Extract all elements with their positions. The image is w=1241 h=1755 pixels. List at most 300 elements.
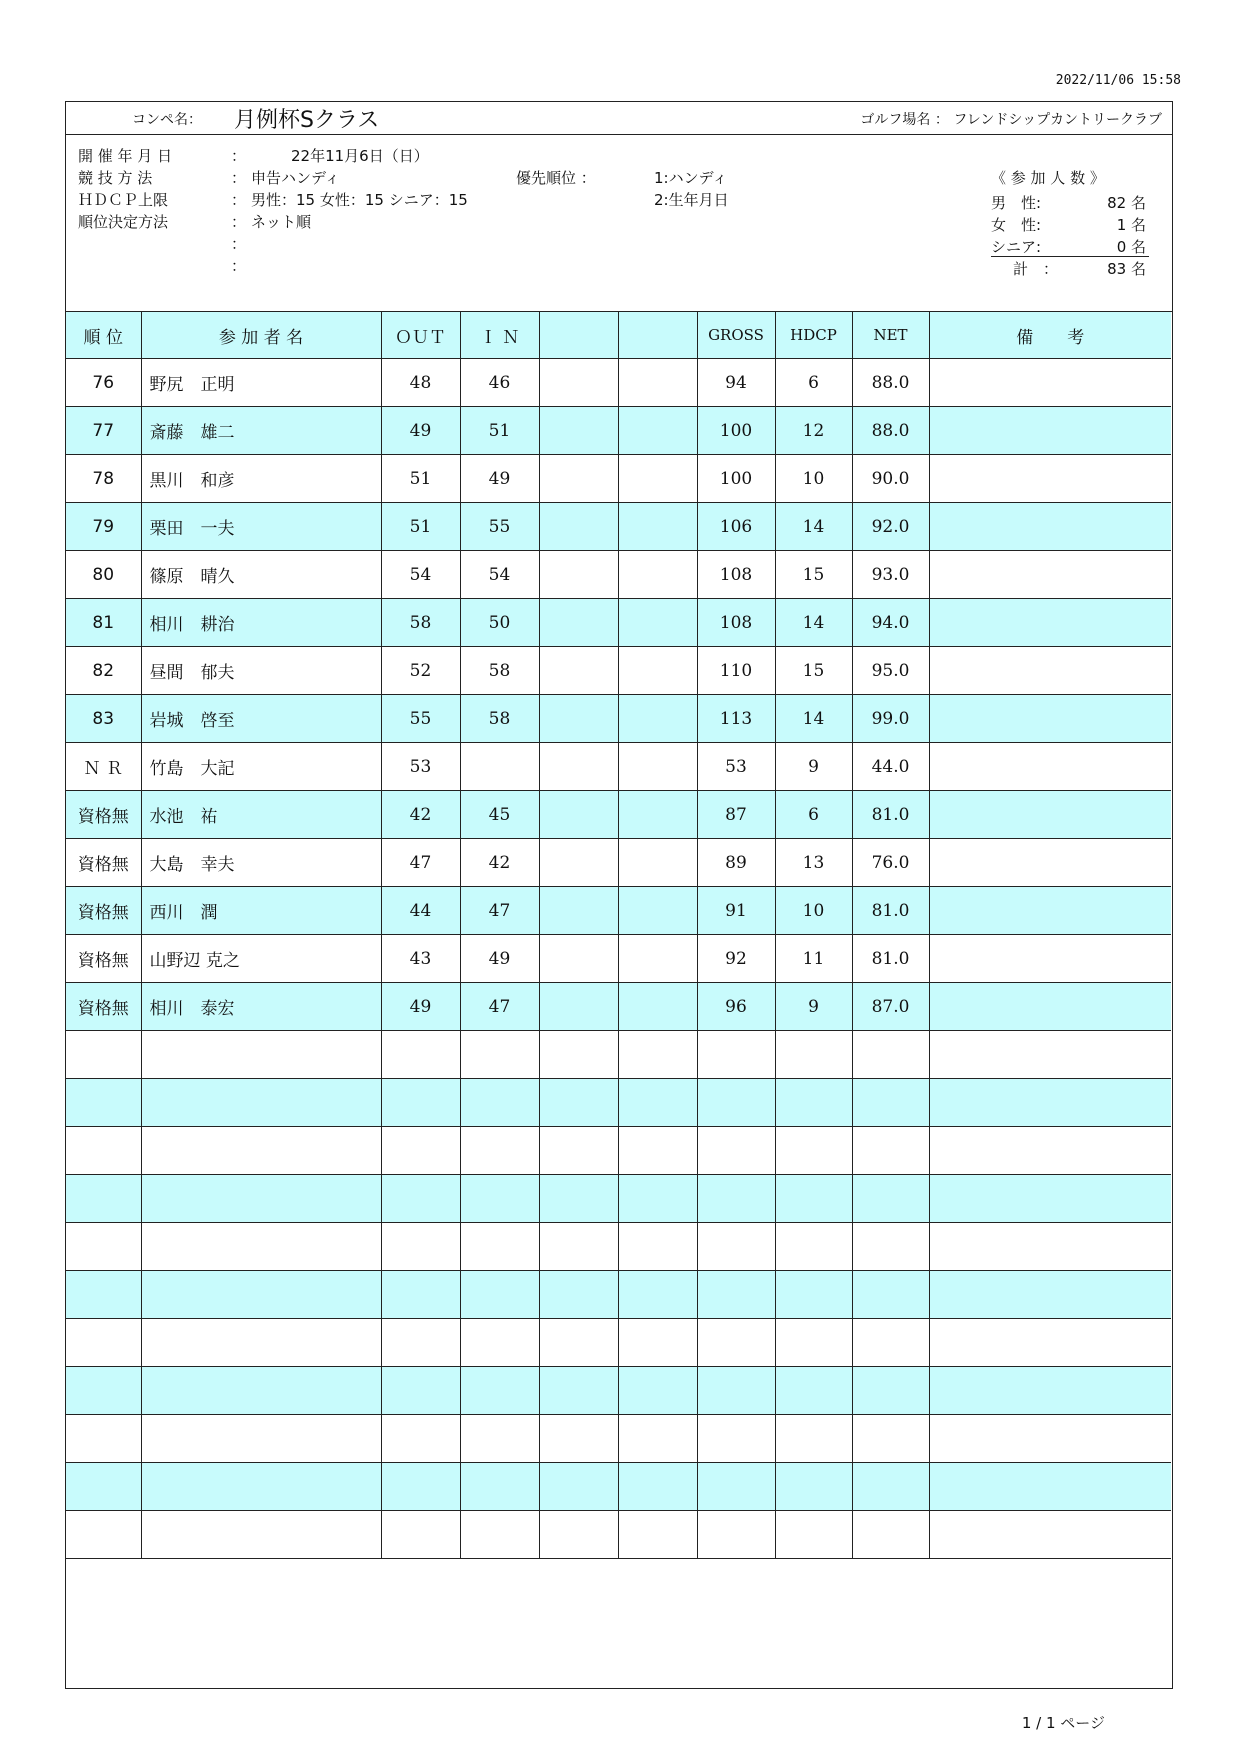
count-female (991, 214, 1211, 236)
table-row (66, 1223, 1171, 1271)
rank-cell: 資格無 (66, 983, 141, 1031)
name-cell: 岩城 啓至 (141, 695, 381, 743)
blank-cell (618, 1367, 697, 1415)
hdcp-cell (775, 1223, 852, 1271)
name-cell: 西川 潤 (141, 887, 381, 935)
gross-cell (697, 1319, 775, 1367)
out-cell (381, 1031, 460, 1079)
remarks-cell (929, 1415, 1171, 1463)
out-cell (381, 1271, 460, 1319)
name-cell: 黒川 和彦 (141, 455, 381, 503)
name-cell: 篠原 晴久 (141, 551, 381, 599)
remarks-cell (929, 1175, 1171, 1223)
col-blank-1 (539, 312, 618, 359)
count-female-value: 1 名 (1116, 216, 1146, 234)
remarks-cell (929, 1511, 1171, 1559)
blank-cell (618, 1271, 697, 1319)
in-cell (460, 743, 539, 791)
blank-cell (539, 599, 618, 647)
hdcp-cell: 6 (775, 791, 852, 839)
name-cell (141, 1175, 381, 1223)
name-cell (141, 1463, 381, 1511)
hdcp-cell (775, 1031, 852, 1079)
hdcp-cell: 15 (775, 551, 852, 599)
count-male (991, 192, 1211, 214)
rank-cell: 81 (66, 599, 141, 647)
rank-cell: 資格無 (66, 887, 141, 935)
blank-cell (539, 1367, 618, 1415)
count-total-label: 計 ： (1013, 260, 1059, 278)
out-cell: 49 (381, 407, 460, 455)
remarks-cell (929, 839, 1171, 887)
count-underline (991, 256, 1149, 257)
blank-cell (539, 1415, 618, 1463)
blank-cell (539, 1511, 618, 1559)
method-value: 申告ハンディ (251, 169, 340, 187)
hdcp-cell: 11 (775, 935, 852, 983)
rank-cell: 82 (66, 647, 141, 695)
blank-cell (539, 935, 618, 983)
in-cell: 42 (460, 839, 539, 887)
net-cell: 81.0 (852, 887, 929, 935)
in-cell (460, 1223, 539, 1271)
out-cell: 51 (381, 455, 460, 503)
blank-cell (539, 983, 618, 1031)
net-cell: 76.0 (852, 839, 929, 887)
blank-cell (539, 839, 618, 887)
blank-cell (539, 695, 618, 743)
hdcp-cell (775, 1415, 852, 1463)
rank-cell: 77 (66, 407, 141, 455)
gross-cell (697, 1127, 775, 1175)
col-rank: 順 位 (66, 312, 141, 359)
name-cell: 竹島 大記 (141, 743, 381, 791)
gross-cell (697, 1223, 775, 1271)
hdcp-limit-label: ＨＤＣＰ上限 (78, 191, 169, 209)
remarks-cell (929, 599, 1171, 647)
rank-cell (66, 1415, 141, 1463)
blank-cell (618, 599, 697, 647)
in-cell (460, 1127, 539, 1175)
remarks-cell (929, 359, 1171, 407)
out-cell: 48 (381, 359, 460, 407)
gross-cell (697, 1463, 775, 1511)
competition-label: コンペ名： (132, 112, 202, 128)
table-row (66, 455, 1171, 503)
hdcp-cell: 9 (775, 743, 852, 791)
out-cell: 43 (381, 935, 460, 983)
net-cell (852, 1463, 929, 1511)
gross-cell (697, 1175, 775, 1223)
name-cell: 昼間 郁夫 (141, 647, 381, 695)
hdcp-cell: 14 (775, 503, 852, 551)
remarks-cell (929, 455, 1171, 503)
blank-cell (618, 1511, 697, 1559)
table-row (66, 983, 1171, 1031)
out-cell (381, 1415, 460, 1463)
out-cell (381, 1175, 460, 1223)
gross-cell: 89 (697, 839, 775, 887)
hdcp-cell: 10 (775, 455, 852, 503)
rank-cell: 80 (66, 551, 141, 599)
name-cell: 水池 祐 (141, 791, 381, 839)
hdcp-cell: 13 (775, 839, 852, 887)
name-cell: 相川 泰宏 (141, 983, 381, 1031)
rank-cell (66, 1031, 141, 1079)
out-cell: 52 (381, 647, 460, 695)
table-row (66, 935, 1171, 983)
out-cell: 53 (381, 743, 460, 791)
out-cell (381, 1367, 460, 1415)
name-cell (141, 1271, 381, 1319)
blank-cell (539, 551, 618, 599)
priority-2: 2:生年月日 (654, 191, 729, 209)
table-row (66, 1031, 1171, 1079)
blank-cell (618, 455, 697, 503)
blank-cell (539, 791, 618, 839)
gross-cell: 108 (697, 599, 775, 647)
hdcp-cell (775, 1511, 852, 1559)
rank-cell (66, 1367, 141, 1415)
count-male-value: 82 名 (1107, 194, 1146, 212)
table-row (66, 1511, 1171, 1559)
remarks-cell (929, 1367, 1171, 1415)
rank-cell (66, 1079, 141, 1127)
blank-cell (539, 887, 618, 935)
gross-cell: 100 (697, 407, 775, 455)
in-cell: 45 (460, 791, 539, 839)
in-cell: 55 (460, 503, 539, 551)
out-cell (381, 1127, 460, 1175)
blank-cell (618, 695, 697, 743)
gross-cell (697, 1511, 775, 1559)
net-cell: 90.0 (852, 455, 929, 503)
gross-cell: 53 (697, 743, 775, 791)
net-cell: 94.0 (852, 599, 929, 647)
table-row (66, 1175, 1171, 1223)
net-cell (852, 1127, 929, 1175)
date-colon: ： (231, 147, 247, 165)
gross-cell (697, 1031, 775, 1079)
footer-notes-area (66, 1578, 1172, 1688)
out-cell: 54 (381, 551, 460, 599)
in-cell: 51 (460, 407, 539, 455)
blank-cell (539, 407, 618, 455)
net-cell (852, 1223, 929, 1271)
col-remarks: 備 考 (929, 312, 1171, 359)
blank-cell (539, 743, 618, 791)
blank-cell (618, 647, 697, 695)
remarks-cell (929, 743, 1171, 791)
remarks-cell (929, 647, 1171, 695)
remarks-cell (929, 983, 1171, 1031)
name-cell: 野尻 正明 (141, 359, 381, 407)
net-cell (852, 1079, 929, 1127)
net-cell: 88.0 (852, 359, 929, 407)
rank-method-value: ネット順 (251, 213, 312, 231)
blank-cell (618, 887, 697, 935)
remarks-cell (929, 407, 1171, 455)
rank-cell (66, 1319, 141, 1367)
col-out: ＯＵＴ (381, 312, 460, 359)
name-cell: 斎藤 雄二 (141, 407, 381, 455)
blank-cell (539, 1223, 618, 1271)
page-number: 1 / 1 ページ (1021, 1714, 1105, 1732)
participant-counts (991, 192, 1211, 280)
in-cell: 54 (460, 551, 539, 599)
remarks-cell (929, 503, 1171, 551)
table-row (66, 1127, 1171, 1175)
in-cell: 47 (460, 983, 539, 1031)
in-cell (460, 1079, 539, 1127)
in-cell: 49 (460, 935, 539, 983)
in-cell: 58 (460, 647, 539, 695)
method-colon: ： (231, 169, 247, 187)
net-cell (852, 1031, 929, 1079)
blank-cell (539, 1271, 618, 1319)
blank-cell (618, 1415, 697, 1463)
blank-cell (539, 647, 618, 695)
table-row (66, 791, 1171, 839)
out-cell: 44 (381, 887, 460, 935)
table-row (66, 359, 1171, 407)
rank-cell (66, 1463, 141, 1511)
table-row (66, 743, 1171, 791)
table-row (66, 599, 1171, 647)
table-header (66, 312, 1171, 359)
in-cell (460, 1463, 539, 1511)
date-value: 22年11月6日（日） (291, 147, 429, 165)
hdcp-cell: 9 (775, 983, 852, 1031)
table-row (66, 407, 1171, 455)
in-cell: 58 (460, 695, 539, 743)
blank-cell (539, 359, 618, 407)
rank-cell (66, 1175, 141, 1223)
hdcp-limit-colon: ： (231, 191, 247, 209)
blank-cell (539, 1463, 618, 1511)
blank-cell (618, 1031, 697, 1079)
rank-cell: 76 (66, 359, 141, 407)
net-cell (852, 1367, 929, 1415)
blank-cell (539, 1079, 618, 1127)
extra-colon-1: ： (231, 235, 247, 253)
in-cell: 50 (460, 599, 539, 647)
remarks-cell (929, 1319, 1171, 1367)
gross-cell: 113 (697, 695, 775, 743)
rank-method-colon: ： (231, 213, 247, 231)
net-cell (852, 1415, 929, 1463)
col-in: Ｉ Ｎ (460, 312, 539, 359)
rank-cell: Ｎ Ｒ (66, 743, 141, 791)
hdcp-cell (775, 1175, 852, 1223)
blank-cell (539, 1031, 618, 1079)
blank-cell (618, 359, 697, 407)
table-row (66, 839, 1171, 887)
blank-cell (618, 1175, 697, 1223)
gross-cell: 110 (697, 647, 775, 695)
blank-cell (539, 1175, 618, 1223)
net-cell: 87.0 (852, 983, 929, 1031)
rank-cell (66, 1127, 141, 1175)
rank-cell: 資格無 (66, 935, 141, 983)
blank-cell (618, 1463, 697, 1511)
hdcp-cell (775, 1367, 852, 1415)
net-cell (852, 1175, 929, 1223)
out-cell: 55 (381, 695, 460, 743)
name-cell: 山野辺 克之 (141, 935, 381, 983)
table-row (66, 887, 1171, 935)
name-cell (141, 1031, 381, 1079)
out-cell: 51 (381, 503, 460, 551)
remarks-cell (929, 551, 1171, 599)
remarks-cell (929, 935, 1171, 983)
name-cell (141, 1511, 381, 1559)
table-row (66, 695, 1171, 743)
blank-cell (618, 839, 697, 887)
rank-cell (66, 1511, 141, 1559)
in-cell (460, 1511, 539, 1559)
name-cell (141, 1127, 381, 1175)
gross-cell: 87 (697, 791, 775, 839)
name-cell: 大島 幸夫 (141, 839, 381, 887)
remarks-cell (929, 1127, 1171, 1175)
blank-cell (618, 1079, 697, 1127)
in-cell (460, 1319, 539, 1367)
gross-cell: 94 (697, 359, 775, 407)
hdcp-limit-value: 男性：15 女性：15 シニア：15 (251, 191, 468, 209)
col-gross: GROSS (697, 312, 775, 359)
out-cell: 47 (381, 839, 460, 887)
gross-cell (697, 1415, 775, 1463)
priority-1: 1:ハンディ (654, 169, 728, 187)
out-cell (381, 1079, 460, 1127)
course-name: ゴルフ場名 ： フレンドシップカントリークラブ (860, 112, 1162, 128)
net-cell: 44.0 (852, 743, 929, 791)
in-cell (460, 1271, 539, 1319)
col-hdcp: HDCP (775, 312, 852, 359)
out-cell: 58 (381, 599, 460, 647)
participant-count-title: 《 参 加 人 数 》 (991, 169, 1105, 187)
rank-cell: 資格無 (66, 791, 141, 839)
blank-cell (618, 935, 697, 983)
blank-cell (618, 983, 697, 1031)
remarks-cell (929, 791, 1171, 839)
rank-cell (66, 1271, 141, 1319)
count-male-label: 男 性: (991, 194, 1042, 212)
blank-cell (539, 1127, 618, 1175)
blank-cell (618, 503, 697, 551)
blank-cell (618, 1127, 697, 1175)
net-cell (852, 1319, 929, 1367)
remarks-cell (929, 1271, 1171, 1319)
net-cell: 81.0 (852, 935, 929, 983)
blank-cell (618, 1223, 697, 1271)
out-cell (381, 1511, 460, 1559)
table-row (66, 503, 1171, 551)
table-row (66, 647, 1171, 695)
in-cell: 49 (460, 455, 539, 503)
net-cell: 81.0 (852, 791, 929, 839)
remarks-cell (929, 1463, 1171, 1511)
count-senior-value: 0 名 (1116, 238, 1146, 256)
count-female-label: 女 性: (991, 216, 1042, 234)
hdcp-cell (775, 1079, 852, 1127)
table-row (66, 1367, 1171, 1415)
gross-cell: 100 (697, 455, 775, 503)
rank-method-label: 順位決定方法 (78, 213, 169, 231)
method-label: 競 技 方 法 (78, 169, 153, 187)
in-cell (460, 1415, 539, 1463)
rank-cell (66, 1223, 141, 1271)
out-cell (381, 1463, 460, 1511)
remarks-cell (929, 887, 1171, 935)
net-cell (852, 1271, 929, 1319)
table-row (66, 1319, 1171, 1367)
extra-colon-2: ： (231, 257, 247, 275)
gross-cell: 108 (697, 551, 775, 599)
hdcp-cell: 10 (775, 887, 852, 935)
hdcp-cell (775, 1127, 852, 1175)
gross-cell: 91 (697, 887, 775, 935)
gross-cell: 96 (697, 983, 775, 1031)
in-cell (460, 1031, 539, 1079)
hdcp-cell: 15 (775, 647, 852, 695)
count-senior-label: シニア: (991, 238, 1042, 256)
out-cell: 42 (381, 791, 460, 839)
remarks-cell (929, 1031, 1171, 1079)
remarks-cell (929, 1079, 1171, 1127)
table-row (66, 551, 1171, 599)
count-total (991, 258, 1211, 280)
hdcp-cell (775, 1271, 852, 1319)
name-cell (141, 1223, 381, 1271)
results-sheet (65, 101, 1173, 1689)
title-bar (66, 102, 1172, 135)
name-cell (141, 1415, 381, 1463)
blank-cell (618, 551, 697, 599)
results-table (66, 312, 1171, 1559)
competition-name: 月例杯Sクラス (234, 108, 380, 133)
name-cell (141, 1319, 381, 1367)
gross-cell (697, 1271, 775, 1319)
rank-cell: 79 (66, 503, 141, 551)
out-cell (381, 1319, 460, 1367)
net-cell: 93.0 (852, 551, 929, 599)
in-cell (460, 1367, 539, 1415)
table-row (66, 1271, 1171, 1319)
rank-cell: 83 (66, 695, 141, 743)
col-name: 参 加 者 名 (141, 312, 381, 359)
net-cell: 95.0 (852, 647, 929, 695)
col-blank-2 (618, 312, 697, 359)
blank-cell (618, 791, 697, 839)
hdcp-cell (775, 1319, 852, 1367)
col-net: NET (852, 312, 929, 359)
name-cell: 栗田 一夫 (141, 503, 381, 551)
net-cell (852, 1511, 929, 1559)
out-cell (381, 1223, 460, 1271)
rank-cell: 78 (66, 455, 141, 503)
name-cell (141, 1367, 381, 1415)
blank-cell (539, 1319, 618, 1367)
remarks-cell (929, 695, 1171, 743)
out-cell: 49 (381, 983, 460, 1031)
in-cell: 46 (460, 359, 539, 407)
in-cell (460, 1175, 539, 1223)
priority-label: 優先順位 ： (516, 169, 596, 187)
gross-cell: 106 (697, 503, 775, 551)
blank-cell (539, 455, 618, 503)
